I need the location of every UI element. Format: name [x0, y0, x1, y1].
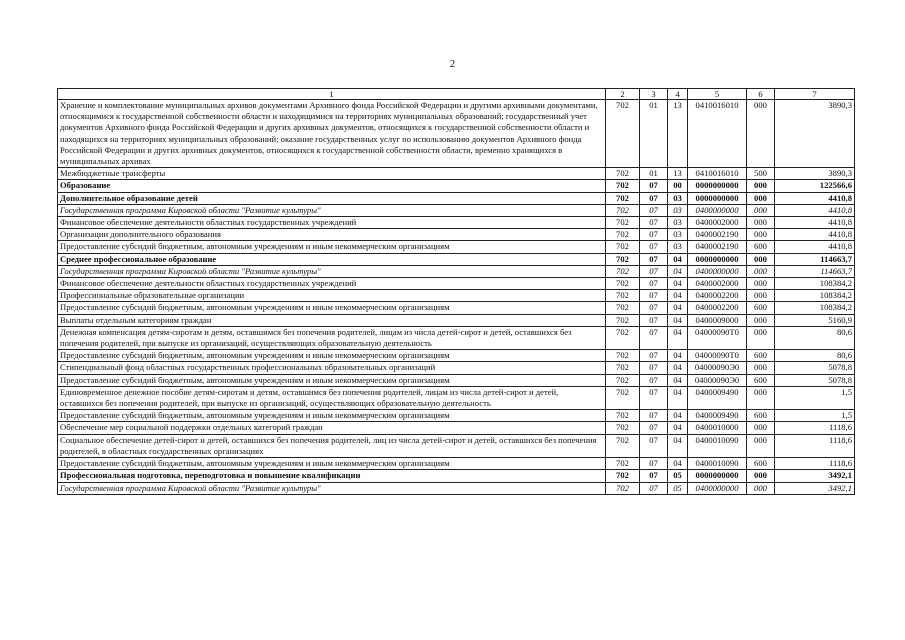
table-row: [58, 470, 855, 482]
row-expense-type: 600: [747, 350, 775, 362]
table-row: [58, 386, 855, 409]
row-section-code: 07: [640, 410, 668, 422]
row-target-article: 0000000000: [688, 192, 747, 204]
row-expense-type: 600: [747, 410, 775, 422]
row-subsection-code: 04: [668, 265, 688, 277]
row-section-code: 07: [640, 362, 668, 374]
row-amount: 4410,8: [775, 204, 855, 216]
row-subsection-code: 04: [668, 314, 688, 326]
row-target-article: 0000000000: [688, 470, 747, 482]
row-ministry-code: 702: [606, 422, 640, 434]
row-target-article: 0400000000: [688, 482, 747, 494]
row-expense-type: 500: [747, 168, 775, 180]
row-section-code: 07: [640, 422, 668, 434]
row-name: Предоставление субсидий бюджетным, автономным учреждениям и иным некоммерческим организациям: [58, 458, 606, 470]
row-expense-type: 000: [747, 180, 775, 192]
row-subsection-code: 03: [668, 204, 688, 216]
row-amount: 4410,8: [775, 229, 855, 241]
table-row: [58, 278, 855, 290]
row-target-article: 0400009490: [688, 410, 747, 422]
row-amount: 1118,6: [775, 422, 855, 434]
row-target-article: 0400010000: [688, 422, 747, 434]
row-ministry-code: 702: [606, 386, 640, 409]
row-name: Дополнительное образование детей: [58, 192, 606, 204]
row-section-code: 07: [640, 314, 668, 326]
row-target-article: 0400009490: [688, 386, 747, 409]
row-name: Государственная программа Кировской области "Развитие культуры": [58, 204, 606, 216]
row-expense-type: 000: [747, 386, 775, 409]
row-ministry-code: 702: [606, 434, 640, 457]
row-name: Социальное обеспечение детей-сирот и детей, оставшихся без попечения родителей, лиц из числа детей-сирот и детей, оставшихся без попечения родителей, в областных государственных организациях: [58, 434, 606, 457]
table-row: [58, 265, 855, 277]
table-row: [58, 204, 855, 216]
row-ministry-code: 702: [606, 192, 640, 204]
row-amount: 3890,3: [775, 168, 855, 180]
row-target-article: 0400002200: [688, 290, 747, 302]
row-section-code: 07: [640, 326, 668, 349]
table-row: [58, 410, 855, 422]
row-subsection-code: 04: [668, 410, 688, 422]
row-target-article: 0400000000: [688, 204, 747, 216]
table-row: [58, 362, 855, 374]
row-subsection-code: 04: [668, 434, 688, 457]
row-name: Выплаты отдельным категориям граждан: [58, 314, 606, 326]
row-subsection-code: 04: [668, 326, 688, 349]
header-cell: 7: [775, 89, 855, 100]
row-name: Профессиональная подготовка, переподготовка и повышение квалификации: [58, 470, 606, 482]
row-name: Обеспечение мер социальной поддержки отдельных категорий граждан: [58, 422, 606, 434]
row-target-article: 04000090Т0: [688, 326, 747, 349]
row-subsection-code: 13: [668, 168, 688, 180]
row-expense-type: 600: [747, 374, 775, 386]
row-expense-type: 000: [747, 217, 775, 229]
header-cell: 4: [668, 89, 688, 100]
row-name: Финансовое обеспечение деятельности областных государственных учреждений: [58, 278, 606, 290]
row-section-code: 07: [640, 204, 668, 216]
row-expense-type: 000: [747, 278, 775, 290]
row-expense-type: 000: [747, 229, 775, 241]
row-ministry-code: 702: [606, 229, 640, 241]
row-expense-type: 000: [747, 253, 775, 265]
row-ministry-code: 702: [606, 290, 640, 302]
row-ministry-code: 702: [606, 302, 640, 314]
header-cell: 3: [640, 89, 668, 100]
row-amount: 5078,8: [775, 362, 855, 374]
row-ministry-code: 702: [606, 362, 640, 374]
row-target-article: 0000000000: [688, 253, 747, 265]
row-expense-type: 000: [747, 265, 775, 277]
row-amount: 114663,7: [775, 253, 855, 265]
row-section-code: 07: [640, 265, 668, 277]
row-subsection-code: 04: [668, 386, 688, 409]
table-row: [58, 241, 855, 253]
row-ministry-code: 702: [606, 168, 640, 180]
header-row: [58, 89, 855, 100]
row-name: Предоставление субсидий бюджетным, автономным учреждениям и иным некоммерческим организациям: [58, 350, 606, 362]
row-section-code: 07: [640, 229, 668, 241]
row-subsection-code: 04: [668, 350, 688, 362]
row-amount: 1118,6: [775, 458, 855, 470]
row-name: Хранение и комплектование муниципальных архивов документами Архивного фонда Российской Федерации и другими архивными документами, относящимися к государственной собственности области и находящимися на территориях муниципальных образований; государственный учет документов Архивного фонда Российской Федерации и других архивных документов, относящихся к государственной собственности области и находящихся на территориях муниципальных образований; оказание государственных услуг по использованию документов Архивного фонда Российской Федерации и других архивных документов, относящихся к государственной собственности области, временно хранящихся в муниципальных архивах: [58, 100, 606, 168]
row-target-article: 0400010090: [688, 458, 747, 470]
row-name: Финансовое обеспечение деятельности областных государственных учреждений: [58, 217, 606, 229]
row-section-code: 07: [640, 180, 668, 192]
table-row: [58, 314, 855, 326]
row-section-code: 07: [640, 386, 668, 409]
page-number: 2: [449, 58, 456, 70]
row-ministry-code: 702: [606, 265, 640, 277]
row-name: Образование: [58, 180, 606, 192]
budget-table: [57, 88, 855, 495]
row-target-article: 0400000000: [688, 265, 747, 277]
row-subsection-code: 03: [668, 241, 688, 253]
row-name: Организации дополнительного образования: [58, 229, 606, 241]
row-expense-type: 000: [747, 192, 775, 204]
table-row: [58, 192, 855, 204]
row-target-article: 0400002200: [688, 302, 747, 314]
table-row: [58, 350, 855, 362]
table-row: [58, 482, 855, 494]
row-section-code: 07: [640, 470, 668, 482]
row-amount: 108384,2: [775, 302, 855, 314]
row-subsection-code: 05: [668, 470, 688, 482]
row-expense-type: 000: [747, 314, 775, 326]
row-section-code: 07: [640, 350, 668, 362]
table-row: [58, 326, 855, 349]
row-amount: 108384,2: [775, 278, 855, 290]
row-ministry-code: 702: [606, 326, 640, 349]
row-section-code: 07: [640, 434, 668, 457]
row-name: Профессиональные образовательные организации: [58, 290, 606, 302]
row-section-code: 07: [640, 302, 668, 314]
row-ministry-code: 702: [606, 314, 640, 326]
header-cell: 6: [747, 89, 775, 100]
row-ministry-code: 702: [606, 470, 640, 482]
row-amount: 80,6: [775, 326, 855, 349]
row-target-article: 04000090Э0: [688, 374, 747, 386]
row-name: Денежная компенсация детям-сиротам и детям, оставшимся без попечения родителей, лицам из числа детей-сирот и детей, оставшихся без попечения родителей, при выпуске из организаций, осуществляющих образовательную деятельность: [58, 326, 606, 349]
row-amount: 4410,8: [775, 217, 855, 229]
row-amount: 3492,1: [775, 470, 855, 482]
table-row: [58, 302, 855, 314]
row-ministry-code: 702: [606, 100, 640, 168]
row-target-article: 0000000000: [688, 180, 747, 192]
row-amount: 114663,7: [775, 265, 855, 277]
row-target-article: 0410016010: [688, 168, 747, 180]
row-amount: 4410,8: [775, 192, 855, 204]
table-row: [58, 253, 855, 265]
row-amount: 80,6: [775, 350, 855, 362]
row-name: Среднее профессиональное образование: [58, 253, 606, 265]
row-subsection-code: 13: [668, 100, 688, 168]
row-subsection-code: 04: [668, 253, 688, 265]
row-subsection-code: 04: [668, 290, 688, 302]
row-target-article: 0400010090: [688, 434, 747, 457]
row-ministry-code: 702: [606, 350, 640, 362]
table-row: [58, 374, 855, 386]
row-expense-type: 600: [747, 302, 775, 314]
header-cell: 5: [688, 89, 747, 100]
table-row: [58, 100, 855, 168]
row-target-article: 04000090Э0: [688, 362, 747, 374]
row-expense-type: 000: [747, 204, 775, 216]
row-section-code: 01: [640, 100, 668, 168]
row-expense-type: 000: [747, 422, 775, 434]
row-section-code: 07: [640, 192, 668, 204]
row-ministry-code: 702: [606, 204, 640, 216]
row-amount: 108384,2: [775, 290, 855, 302]
row-amount: 1,5: [775, 410, 855, 422]
row-section-code: 07: [640, 458, 668, 470]
row-name: Предоставление субсидий бюджетным, автономным учреждениям и иным некоммерческим организациям: [58, 410, 606, 422]
row-section-code: 07: [640, 374, 668, 386]
row-ministry-code: 702: [606, 482, 640, 494]
row-ministry-code: 702: [606, 458, 640, 470]
row-section-code: 07: [640, 241, 668, 253]
row-amount: 5160,9: [775, 314, 855, 326]
row-amount: 3492,1: [775, 482, 855, 494]
table-row: [58, 229, 855, 241]
row-target-article: 0400002000: [688, 217, 747, 229]
row-ministry-code: 702: [606, 180, 640, 192]
table-row: [58, 217, 855, 229]
row-target-article: 0400002190: [688, 229, 747, 241]
row-subsection-code: 04: [668, 422, 688, 434]
row-name: Предоставление субсидий бюджетным, автономным учреждениям и иным некоммерческим организациям: [58, 302, 606, 314]
row-subsection-code: 04: [668, 302, 688, 314]
header-cell: 2: [606, 89, 640, 100]
row-section-code: 07: [640, 290, 668, 302]
row-section-code: 07: [640, 482, 668, 494]
row-name: Государственная программа Кировской области "Развитие культуры": [58, 265, 606, 277]
row-amount: 4410,8: [775, 241, 855, 253]
row-subsection-code: 03: [668, 192, 688, 204]
row-amount: 5078,8: [775, 374, 855, 386]
row-ministry-code: 702: [606, 374, 640, 386]
row-expense-type: 000: [747, 326, 775, 349]
row-name: Предоставление субсидий бюджетным, автономным учреждениям и иным некоммерческим организациям: [58, 241, 606, 253]
row-ministry-code: 702: [606, 410, 640, 422]
table-row: [58, 434, 855, 457]
row-expense-type: 600: [747, 241, 775, 253]
row-section-code: 07: [640, 278, 668, 290]
row-subsection-code: 03: [668, 217, 688, 229]
row-target-article: 04000090Т0: [688, 350, 747, 362]
row-subsection-code: 04: [668, 374, 688, 386]
row-expense-type: 000: [747, 434, 775, 457]
row-expense-type: 000: [747, 100, 775, 168]
row-target-article: 0400002000: [688, 278, 747, 290]
row-amount: 122566,6: [775, 180, 855, 192]
row-section-code: 01: [640, 168, 668, 180]
row-name: Единовременное денежное пособие детям-сиротам и детям, оставшимся без попечения родителей, лицам из числа детей-сирот и детей, оставшихся без попечения родителей, при выпуске из организаций, осуществляющих образовательную деятельность: [58, 386, 606, 409]
row-amount: 3890,3: [775, 100, 855, 168]
row-target-article: 0410016010: [688, 100, 747, 168]
row-amount: 1118,6: [775, 434, 855, 457]
row-expense-type: 000: [747, 482, 775, 494]
header-cell: 1: [58, 89, 606, 100]
row-name: Предоставление субсидий бюджетным, автономным учреждениям и иным некоммерческим организациям: [58, 374, 606, 386]
row-expense-type: 000: [747, 290, 775, 302]
row-name: Стипендиальный фонд областных государственных профессиональных образовательных организаций: [58, 362, 606, 374]
row-expense-type: 000: [747, 362, 775, 374]
row-section-code: 07: [640, 217, 668, 229]
row-ministry-code: 702: [606, 278, 640, 290]
row-expense-type: 000: [747, 470, 775, 482]
row-subsection-code: 05: [668, 482, 688, 494]
row-target-article: 0400009000: [688, 314, 747, 326]
table-row: [58, 290, 855, 302]
row-subsection-code: 04: [668, 362, 688, 374]
row-name: Межбюджетные трансферты: [58, 168, 606, 180]
table-row: [58, 168, 855, 180]
row-ministry-code: 702: [606, 241, 640, 253]
table-row: [58, 180, 855, 192]
row-amount: 1,5: [775, 386, 855, 409]
row-expense-type: 600: [747, 458, 775, 470]
row-subsection-code: 03: [668, 229, 688, 241]
table-row: [58, 422, 855, 434]
row-ministry-code: 702: [606, 217, 640, 229]
row-name: Государственная программа Кировской области "Развитие культуры": [58, 482, 606, 494]
row-subsection-code: 04: [668, 458, 688, 470]
table-row: [58, 458, 855, 470]
row-ministry-code: 702: [606, 253, 640, 265]
row-subsection-code: 00: [668, 180, 688, 192]
row-target-article: 0400002190: [688, 241, 747, 253]
row-subsection-code: 04: [668, 278, 688, 290]
row-section-code: 07: [640, 253, 668, 265]
